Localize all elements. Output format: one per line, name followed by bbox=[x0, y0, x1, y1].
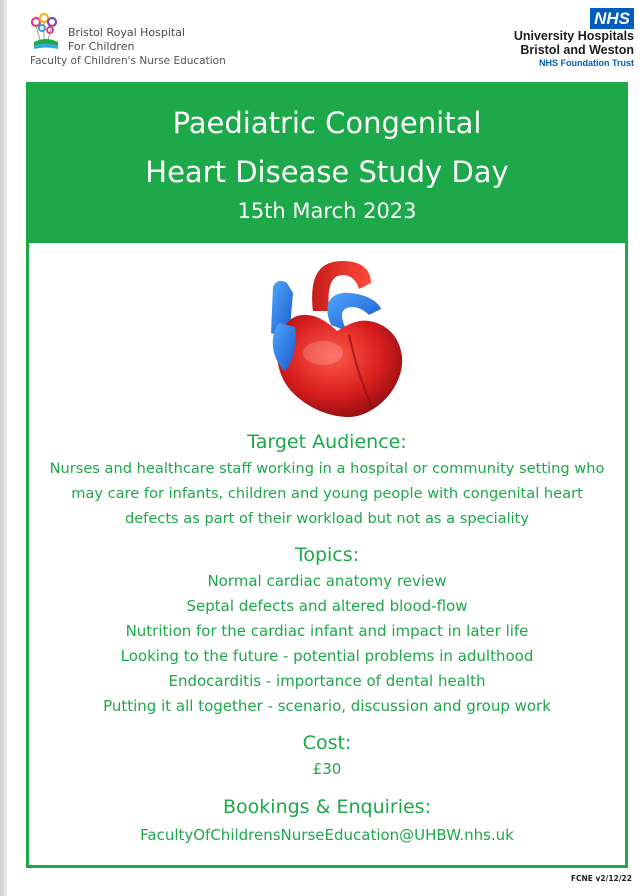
poster-frame bbox=[26, 82, 628, 868]
audience-heading: Target Audience: bbox=[247, 431, 407, 453]
trust-name-line1: University Hospitals bbox=[513, 29, 634, 43]
topic-item: Normal cardiac anatomy review bbox=[207, 572, 447, 590]
document-version-code: FCNE v2/12/22 bbox=[570, 874, 632, 883]
title-line2: Heart Disease Study Day bbox=[145, 155, 509, 189]
topic-item: Septal defects and altered blood-flow bbox=[186, 597, 468, 615]
trust-name-line2: Bristol and Weston bbox=[520, 43, 634, 57]
hospital-logo-icon bbox=[30, 12, 62, 52]
trust-name-line3: NHS Foundation Trust bbox=[539, 58, 634, 68]
audience-line2: may care for infants, children and young people with congenital heart bbox=[71, 485, 583, 502]
page-edge bbox=[0, 0, 7, 896]
topic-item: Putting it all together - scenario, discussion and group work bbox=[103, 697, 551, 715]
faculty-name: Faculty of Children's Nurse Education bbox=[30, 55, 226, 67]
hospital-name-line1: Bristol Royal Hospital bbox=[68, 26, 186, 39]
topic-item: Looking to the future - potential problems in adulthood bbox=[120, 647, 534, 665]
topics-list bbox=[29, 569, 625, 719]
topic-item: Endocarditis - importance of dental health bbox=[168, 672, 486, 690]
audience-line3: defects as part of their workload but not as a speciality bbox=[124, 510, 530, 527]
title-line1: Paediatric Congenital bbox=[172, 106, 482, 140]
bookings-heading: Bookings & Enquiries: bbox=[223, 796, 431, 818]
contact-email-link[interactable]: FacultyOfChildrensNurseEducation@UHBW.nhs.uk bbox=[140, 826, 514, 844]
event-date: 15th March 2023 bbox=[237, 199, 417, 223]
heart-illustration-icon bbox=[251, 253, 416, 423]
topics-heading: Topics: bbox=[294, 544, 360, 566]
cost-value: £30 bbox=[312, 760, 342, 778]
topic-item: Nutrition for the cardiac infant and impact in later life bbox=[125, 622, 529, 640]
nhs-badge: NHS bbox=[590, 8, 634, 29]
audience-description bbox=[35, 456, 619, 531]
title-banner bbox=[29, 85, 625, 243]
hospital-name bbox=[68, 26, 185, 54]
hospital-name-line2: For Children bbox=[68, 40, 135, 53]
cost-heading: Cost: bbox=[302, 732, 352, 754]
audience-line1: Nurses and healthcare staff working in a hospital or community setting who bbox=[49, 460, 605, 477]
nhs-trust-logo bbox=[514, 8, 634, 69]
